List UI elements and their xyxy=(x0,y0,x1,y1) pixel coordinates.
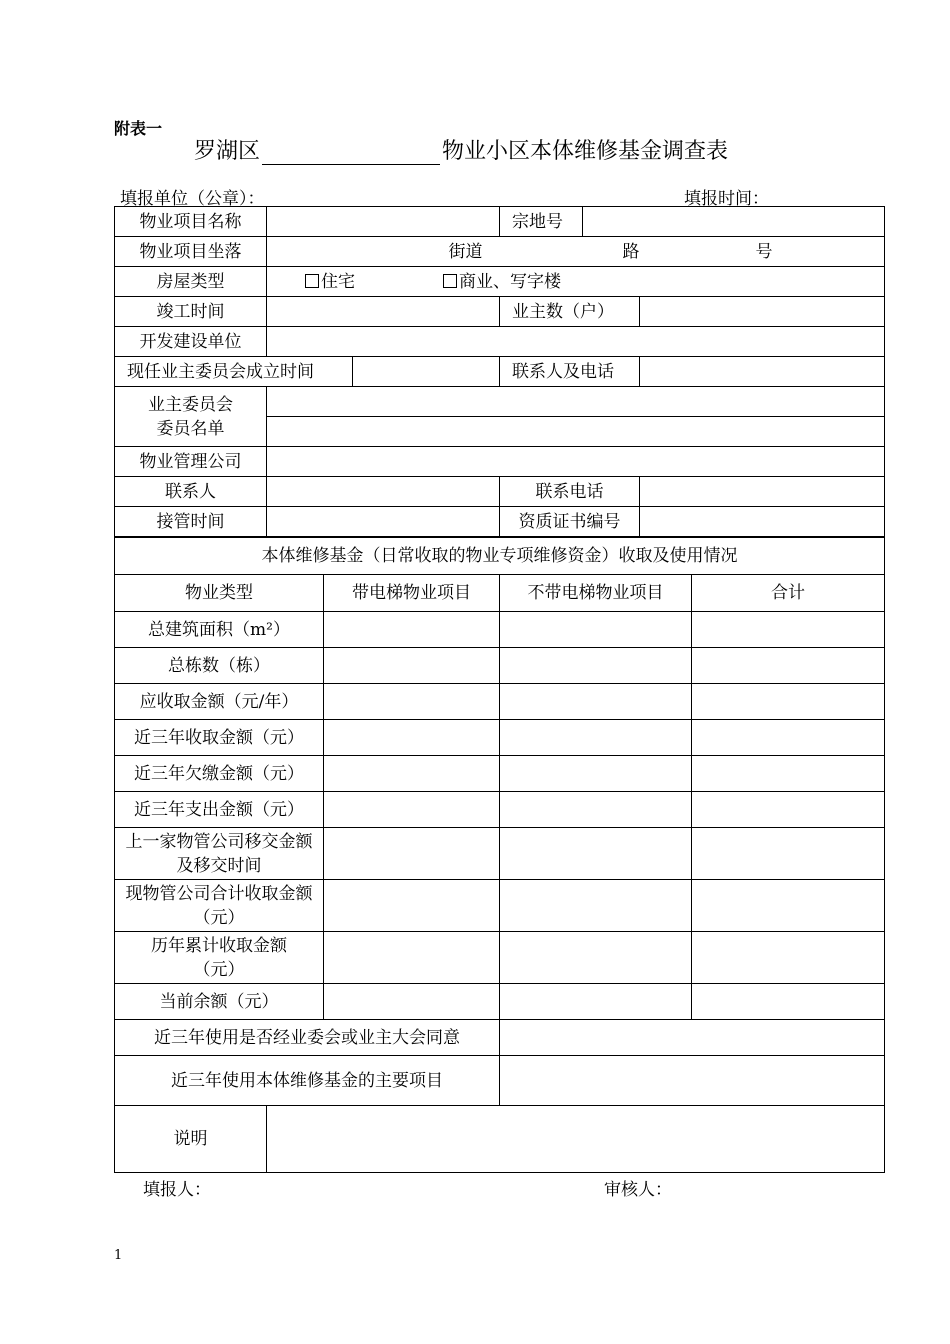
cell[interactable] xyxy=(692,720,885,756)
row-spent-3y: 近三年支出金额（元） xyxy=(115,792,324,828)
cell[interactable] xyxy=(324,648,500,684)
committee-list-label-line1: 业主委员会 xyxy=(148,394,233,415)
district-blank[interactable] xyxy=(262,142,440,165)
cell[interactable] xyxy=(692,648,885,684)
cell[interactable] xyxy=(692,756,885,792)
page-number: 1 xyxy=(114,1248,123,1263)
cell[interactable] xyxy=(692,684,885,720)
takeover-time-label: 接管时间 xyxy=(115,507,267,537)
reviewer-label: 审核人： xyxy=(604,1180,672,1200)
commercial-checkbox[interactable] xyxy=(443,274,457,288)
cell[interactable] xyxy=(324,756,500,792)
house-type-options xyxy=(267,267,885,297)
cell[interactable] xyxy=(692,792,885,828)
row-total-area: 总建筑面积（m²） xyxy=(115,612,324,648)
cell[interactable] xyxy=(324,984,500,1020)
cert-no-field[interactable] xyxy=(640,507,885,537)
approval-label: 近三年使用是否经业委会或业主大会同意 xyxy=(115,1020,500,1056)
takeover-time-field[interactable] xyxy=(267,507,500,537)
cell[interactable] xyxy=(324,828,500,880)
cert-no-label: 资质证书编号 xyxy=(500,507,640,537)
completion-time-field[interactable] xyxy=(267,297,500,327)
residential-label: 住宅 xyxy=(321,271,355,292)
approval-field[interactable] xyxy=(500,1020,885,1056)
title-suffix: 物业小区本体维修基金调查表 xyxy=(442,139,729,164)
col-without-elevator: 不带电梯物业项目 xyxy=(500,575,692,612)
cell[interactable] xyxy=(500,648,692,684)
row-arrears-3y: 近三年欠缴金额（元） xyxy=(115,756,324,792)
cell[interactable] xyxy=(692,612,885,648)
cell[interactable] xyxy=(324,720,500,756)
cell[interactable] xyxy=(324,684,500,720)
notes-label: 说明 xyxy=(115,1106,267,1173)
contact-phone-field[interactable] xyxy=(640,357,885,387)
owners-count-label: 业主数（户） xyxy=(500,297,640,327)
cell[interactable] xyxy=(324,932,500,984)
cell[interactable] xyxy=(500,720,692,756)
cell[interactable] xyxy=(692,984,885,1020)
cell[interactable] xyxy=(500,684,692,720)
location-label: 物业项目坐落 xyxy=(115,237,267,267)
location-field[interactable] xyxy=(267,237,885,267)
cell[interactable] xyxy=(324,612,500,648)
row-receivable: 应收取金额（元/年） xyxy=(115,684,324,720)
contact-tel-label: 联系电话 xyxy=(500,477,640,507)
contact-person-label: 联系人 xyxy=(115,477,267,507)
row-collected-3y: 近三年收取金额（元） xyxy=(115,720,324,756)
contact-person-field[interactable] xyxy=(267,477,500,507)
notes-field[interactable] xyxy=(267,1106,885,1173)
row-previous-transfer: 上一家物管公司移交金额及移交时间 xyxy=(115,828,324,880)
row-current-collected: 现物管公司合计收取金额（元） xyxy=(115,880,324,932)
completion-time-label: 竣工时间 xyxy=(115,297,267,327)
owners-count-field[interactable] xyxy=(640,297,885,327)
developer-field[interactable] xyxy=(267,327,885,357)
main-items-label: 近三年使用本体维修基金的主要项目 xyxy=(115,1056,500,1106)
residential-checkbox[interactable] xyxy=(305,274,319,288)
committee-time-label: 现任业主委员会成立时间 xyxy=(115,357,353,387)
lot-no-label: 宗地号 xyxy=(500,207,583,237)
fund-section-title: 本体维修基金（日常收取的物业专项维修资金）收取及使用情况 xyxy=(115,538,885,575)
cell[interactable] xyxy=(324,792,500,828)
cell[interactable] xyxy=(500,880,692,932)
contact-tel-field[interactable] xyxy=(640,477,885,507)
mgmt-company-label: 物业管理公司 xyxy=(115,447,267,477)
fund-table xyxy=(114,537,885,1173)
commercial-label: 商业、写字楼 xyxy=(459,271,561,292)
committee-list-field-2[interactable] xyxy=(267,417,885,447)
filler-label: 填报人： xyxy=(143,1180,211,1200)
col-with-elevator: 带电梯物业项目 xyxy=(324,575,500,612)
row-cumulative: 历年累计收取金额（元） xyxy=(115,932,324,984)
row-total-buildings: 总栋数（栋） xyxy=(115,648,324,684)
main-items-field[interactable] xyxy=(500,1056,885,1106)
col-total: 合计 xyxy=(692,575,885,612)
cell[interactable] xyxy=(692,880,885,932)
cell[interactable] xyxy=(500,792,692,828)
mgmt-company-field[interactable] xyxy=(267,447,885,477)
street-label: 街道 xyxy=(448,241,483,262)
cell[interactable] xyxy=(500,984,692,1020)
contact-phone-label: 联系人及电话 xyxy=(500,357,640,387)
number-label: 号 xyxy=(755,241,773,262)
project-name-field[interactable] xyxy=(267,207,500,237)
committee-list-label-line2: 委员名单 xyxy=(156,418,225,439)
committee-list-field-1[interactable] xyxy=(267,387,885,417)
form-title xyxy=(194,134,728,165)
cell[interactable] xyxy=(500,932,692,984)
committee-list-label xyxy=(115,387,267,447)
cell[interactable] xyxy=(692,932,885,984)
committee-time-field[interactable] xyxy=(353,357,500,387)
annex-label: 附表一 xyxy=(114,119,163,138)
cell[interactable] xyxy=(500,756,692,792)
cell[interactable] xyxy=(324,880,500,932)
project-name-label: 物业项目名称 xyxy=(115,207,267,237)
house-type-label: 房屋类型 xyxy=(115,267,267,297)
lot-no-field[interactable] xyxy=(583,207,885,237)
reporting-unit-label: 填报单位（公章）： xyxy=(120,189,265,209)
row-current-balance: 当前余额（元） xyxy=(115,984,324,1020)
developer-label: 开发建设单位 xyxy=(115,327,267,357)
title-prefix: 罗湖区 xyxy=(194,139,261,164)
cell[interactable] xyxy=(500,828,692,880)
cell[interactable] xyxy=(500,612,692,648)
basic-info-table xyxy=(114,206,885,537)
road-label: 路 xyxy=(622,241,640,262)
col-property-type: 物业类型 xyxy=(115,575,324,612)
reporting-time-label: 填报时间： xyxy=(684,189,769,209)
cell[interactable] xyxy=(692,828,885,880)
